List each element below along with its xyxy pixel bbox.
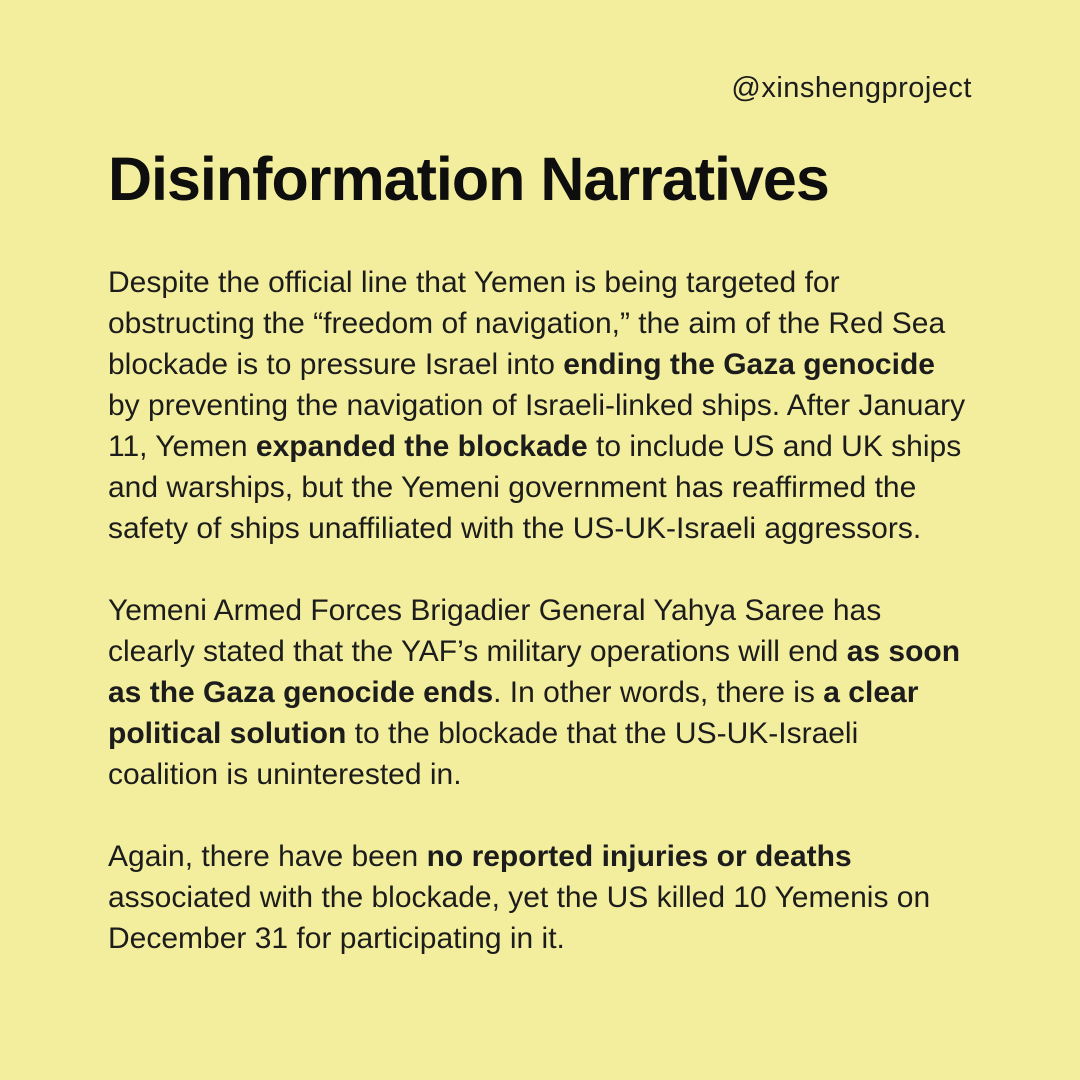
- paragraph: [108, 590, 972, 795]
- account-handle: @xinshengproject: [731, 72, 972, 104]
- text-segment: by preventing the navigation of Israeli-linked ships. After January 11, Yemen: [108, 389, 966, 463]
- text-segment: associated with the blockade, yet the US killed 10 Yemenis on December 31 for participating in it.: [108, 881, 931, 955]
- emphasis-text: expanded the blockade: [255, 430, 588, 463]
- page-title: Disinformation Narratives: [108, 145, 829, 213]
- emphasis-text: ending the Gaza genocide: [563, 348, 935, 381]
- text-segment: to include US and UK ships and warships, but the Yemeni government has reaffirmed the safety of ships unaffiliated with the US-UK-Israeli aggressors.: [108, 430, 962, 545]
- emphasis-text: no reported injuries or deaths: [426, 840, 852, 873]
- emphasis-text: a clear political solution: [108, 676, 919, 750]
- paragraph: [108, 836, 972, 959]
- text-segment: . In other words, there is: [493, 676, 824, 709]
- text-segment: Yemeni Armed Forces Brigadier General Yahya Saree has clearly stated that the YAF’s military operations will end: [108, 594, 882, 668]
- text-segment: Despite the official line that Yemen is being targeted for obstructing the “freedom of navigation,” the aim of the Red Sea blockade is to pressure Israel into: [108, 266, 946, 381]
- text-segment: Again, there have been: [108, 840, 427, 873]
- emphasis-text: as soon as the Gaza genocide ends: [108, 635, 961, 709]
- text-segment: to the blockade that the US-UK-Israeli coalition is uninterested in.: [108, 717, 859, 791]
- paragraph: [108, 262, 972, 549]
- body-text: [108, 262, 972, 959]
